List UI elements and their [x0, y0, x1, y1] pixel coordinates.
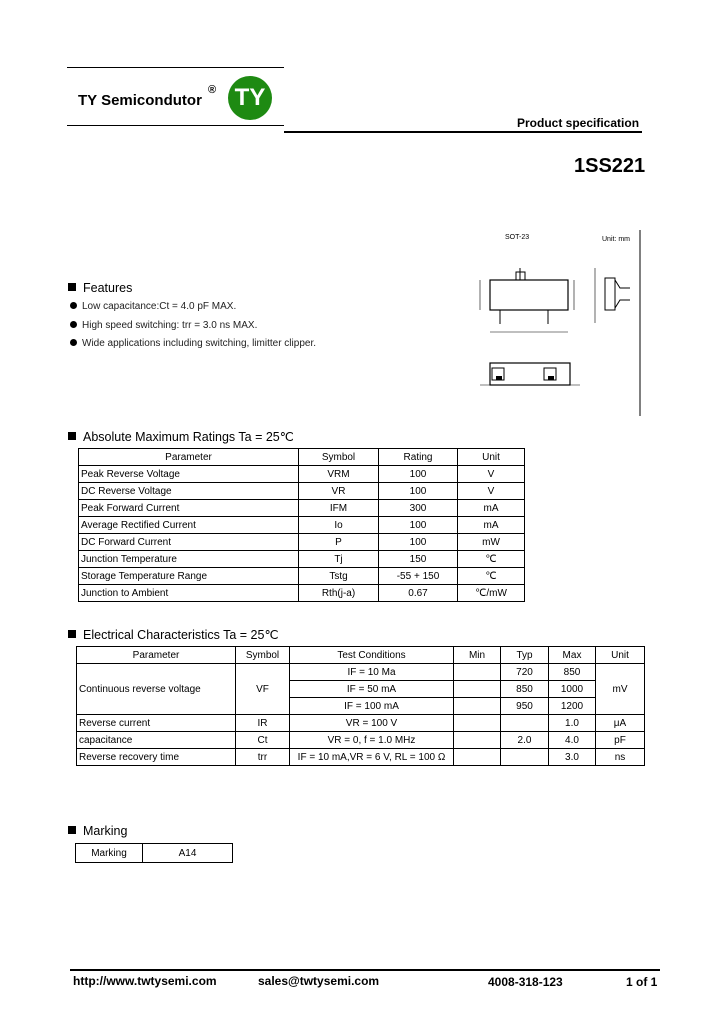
table-cell: 100	[379, 534, 458, 551]
table-row	[79, 466, 525, 483]
table-header-cell: Parameter	[77, 647, 236, 664]
table-cell: Junction to Ambient	[79, 585, 299, 602]
footer-phone: 4008-318-123	[488, 975, 563, 989]
marking-label: Marking	[76, 844, 143, 863]
table-cell: Rth(j-a)	[299, 585, 379, 602]
table-cell: μA	[596, 715, 645, 732]
table-cell: 4.0	[549, 732, 596, 749]
table-cell: VR	[299, 483, 379, 500]
part-number: 1SS221	[574, 155, 646, 177]
table-row	[77, 732, 645, 749]
table-cell: mA	[458, 517, 525, 534]
table-cell: Continuous reverse voltage	[77, 664, 236, 715]
table-cell: Ct	[236, 732, 290, 749]
table-cell: IF = 10 mA,VR = 6 V, RL = 100 Ω	[290, 749, 454, 766]
table-cell: ns	[596, 749, 645, 766]
table-cell: mV	[596, 664, 645, 715]
table-cell: Io	[299, 517, 379, 534]
table-cell: 720	[501, 664, 549, 681]
table-header-cell: Typ	[501, 647, 549, 664]
table-cell	[501, 715, 549, 732]
abs-max-title: Absolute Maximum Ratings Ta = 25℃	[68, 429, 294, 444]
table-cell: Storage Temperature Range	[79, 568, 299, 585]
table-row	[76, 844, 233, 863]
table-header-cell: Rating	[379, 449, 458, 466]
table-cell: 1000	[549, 681, 596, 698]
table-cell: IF = 50 mA	[290, 681, 454, 698]
table-cell	[454, 749, 501, 766]
footer-page: 1 of 1	[626, 975, 658, 989]
table-row	[79, 568, 525, 585]
footer-website[interactable]: http://www.twtysemi.com	[73, 974, 217, 988]
registered-mark: ®	[208, 84, 217, 96]
header-bottom-rule	[67, 125, 284, 126]
table-row	[79, 500, 525, 517]
table-cell: Reverse recovery time	[77, 749, 236, 766]
table-cell: -55 + 150	[379, 568, 458, 585]
table-header-row	[79, 449, 525, 466]
table-header-cell: Parameter	[79, 449, 299, 466]
table-header-cell: Unit	[458, 449, 525, 466]
footer-rule	[70, 969, 660, 971]
elec-title: Electrical Characteristics Ta = 25℃	[68, 627, 278, 642]
table-cell: Peak Forward Current	[79, 500, 299, 517]
table-cell: 3.0	[549, 749, 596, 766]
table-cell: 100	[379, 483, 458, 500]
table-cell: IR	[236, 715, 290, 732]
table-header-cell: Symbol	[299, 449, 379, 466]
company-name: TY Semicondutor	[78, 92, 202, 109]
abs-max-table	[78, 448, 525, 602]
table-cell: 100	[379, 466, 458, 483]
table-cell: VRM	[299, 466, 379, 483]
table-cell: pF	[596, 732, 645, 749]
doc-type: Product specification	[517, 116, 640, 130]
table-cell: ℃	[458, 568, 525, 585]
table-header-cell: Min	[454, 647, 501, 664]
table-cell: P	[299, 534, 379, 551]
table-row	[79, 534, 525, 551]
table-cell	[501, 749, 549, 766]
table-header-cell: Max	[549, 647, 596, 664]
package-name: SOT-23	[505, 234, 530, 241]
table-cell: Tj	[299, 551, 379, 568]
table-cell: DC Forward Current	[79, 534, 299, 551]
table-cell	[454, 715, 501, 732]
package-unit: Unit: mm	[602, 236, 630, 243]
sot23-outline-drawing	[470, 228, 645, 418]
package-drawing	[470, 228, 645, 418]
table-cell: Tstg	[299, 568, 379, 585]
table-cell: ℃	[458, 551, 525, 568]
table-cell: mA	[458, 500, 525, 517]
table-cell: VR = 0, f = 1.0 MHz	[290, 732, 454, 749]
table-cell: 950	[501, 698, 549, 715]
table-cell: Junction Temperature	[79, 551, 299, 568]
table-cell: capacitance	[77, 732, 236, 749]
marking-table	[75, 843, 233, 863]
table-header-cell: Test Conditions	[290, 647, 454, 664]
table-cell: IF = 10 Ma	[290, 664, 454, 681]
table-cell: V	[458, 466, 525, 483]
table-cell: 2.0	[501, 732, 549, 749]
header-long-rule	[284, 131, 642, 133]
table-row	[79, 517, 525, 534]
footer-email[interactable]: sales@twtysemi.com	[258, 974, 380, 988]
table-cell	[454, 681, 501, 698]
table-cell: ℃/mW	[458, 585, 525, 602]
table-cell: 150	[379, 551, 458, 568]
table-cell	[454, 698, 501, 715]
feature-item: Wide applications including switching, limitter clipper.	[70, 338, 316, 349]
table-cell: 850	[501, 681, 549, 698]
table-row	[79, 585, 525, 602]
table-row	[77, 664, 645, 681]
table-cell: V	[458, 483, 525, 500]
table-cell: 850	[549, 664, 596, 681]
table-cell: VF	[236, 664, 290, 715]
feature-item: High speed switching: trr = 3.0 ns MAX.	[70, 320, 257, 331]
table-cell: trr	[236, 749, 290, 766]
elec-table	[76, 646, 645, 766]
feature-item: Low capacitance:Ct = 4.0 pF MAX.	[70, 301, 236, 312]
table-cell: 1200	[549, 698, 596, 715]
table-row	[77, 749, 645, 766]
features-title: Features	[68, 281, 132, 295]
table-cell: IFM	[299, 500, 379, 517]
table-header-cell: Unit	[596, 647, 645, 664]
table-cell	[454, 664, 501, 681]
header-top-rule	[67, 67, 284, 68]
table-cell	[454, 732, 501, 749]
table-row	[79, 551, 525, 568]
table-cell: VR = 100 V	[290, 715, 454, 732]
table-cell: 1.0	[549, 715, 596, 732]
marking-title: Marking	[68, 824, 127, 838]
table-row	[77, 715, 645, 732]
table-header-row	[77, 647, 645, 664]
company-logo: TY	[228, 76, 272, 120]
table-cell: Reverse current	[77, 715, 236, 732]
table-cell: 0.67	[379, 585, 458, 602]
table-row	[79, 483, 525, 500]
table-header-cell: Symbol	[236, 647, 290, 664]
table-cell: 300	[379, 500, 458, 517]
table-cell: Peak Reverse Voltage	[79, 466, 299, 483]
marking-value: A14	[143, 844, 233, 863]
table-cell: DC Reverse Voltage	[79, 483, 299, 500]
table-cell: Average Rectified Current	[79, 517, 299, 534]
table-cell: mW	[458, 534, 525, 551]
table-cell: 100	[379, 517, 458, 534]
table-cell: IF = 100 mA	[290, 698, 454, 715]
